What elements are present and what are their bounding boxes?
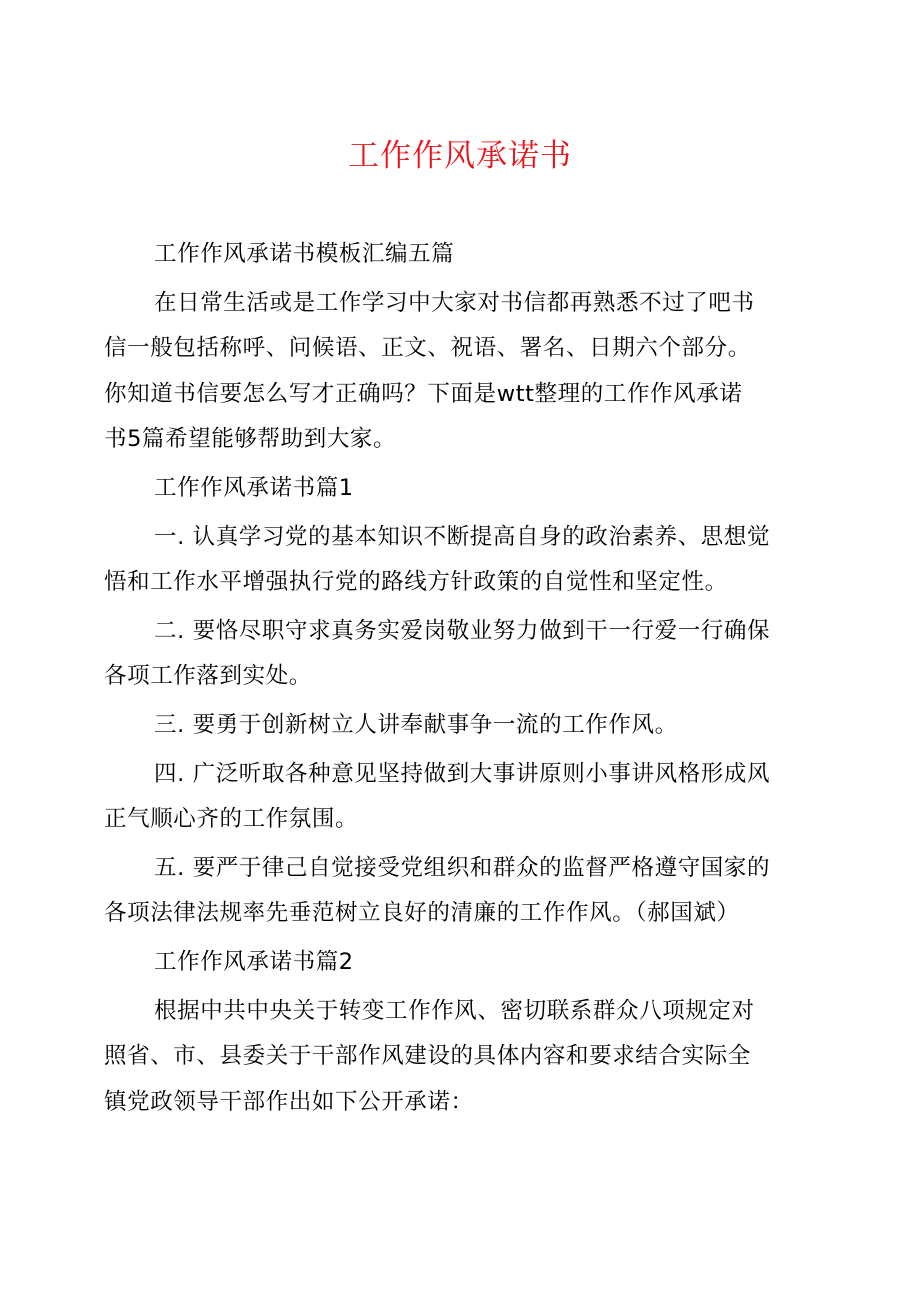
paragraph-line: 正气顺心齐的工作氛围。 [104,806,359,833]
commitment-item-1 [104,515,804,606]
section-heading-1 [104,466,804,512]
paragraph-line: 各项工作落到实处。 [104,663,312,690]
paragraph-line: 二. 要恪尽职守求真务实爱岗敬业努力做到干一行爱一行确保 [154,617,771,644]
paragraph-line: 五. 要严于律己自觉接受党组织和群众的监督严格遵守国家的 [154,854,771,881]
paragraph-line: 信一般包括称呼、问候语、正文、祝语、署名、日期六个部分。 [104,335,751,362]
section-heading-2 [104,940,804,986]
section-2-intro [104,989,804,1126]
document-body [104,232,804,1128]
paragraph-subtitle [104,232,804,278]
paragraph-line: 书5篇希望能够帮助到大家。 [104,426,397,453]
commitment-item-5 [104,846,804,937]
commitment-item-2 [104,609,804,700]
paragraph-line: 在日常生活或是工作学习中大家对书信都再熟悉不过了吧书 [154,289,755,316]
paragraph-line: 你知道书信要怎么写才正确吗？下面是wtt整理的工作作风承诺 [104,380,743,407]
paragraph-line: 工作作风承诺书篇2 [154,948,354,975]
paragraph-intro [104,281,804,463]
paragraph-line: 四. 广泛听取各种意见坚持做到大事讲原则小事讲风格形成风 [154,760,771,787]
paragraph-line: 一. 认真学习党的基本知识不断提高自身的政治素养、思想觉 [154,523,771,550]
commitment-item-4 [104,752,804,843]
document-title: 工作作风承诺书 [348,138,572,174]
paragraph-line: 悟和工作水平增强执行党的路线方针政策的自觉性和坚定性。 [104,569,728,596]
commitment-item-3 [104,703,804,749]
paragraph-line: 三. 要勇于创新树立人讲奉献事争一流的工作作风。 [154,711,678,738]
paragraph-line: 照省、市、县委关于干部作风建设的具体内容和要求结合实际全 [104,1043,751,1070]
paragraph-line: 根据中共中央关于转变工作作风、密切联系群众八项规定对 [154,997,755,1024]
paragraph-line: 工作作风承诺书模板汇编五篇 [154,241,455,267]
paragraph-line: 工作作风承诺书篇1 [154,474,354,501]
paragraph-line: 镇党政领导干部作出如下公开承诺： [104,1088,474,1115]
paragraph-line: 各项法律法规率先垂范树立良好的清廉的工作作风。（郝国斌） [104,900,740,927]
